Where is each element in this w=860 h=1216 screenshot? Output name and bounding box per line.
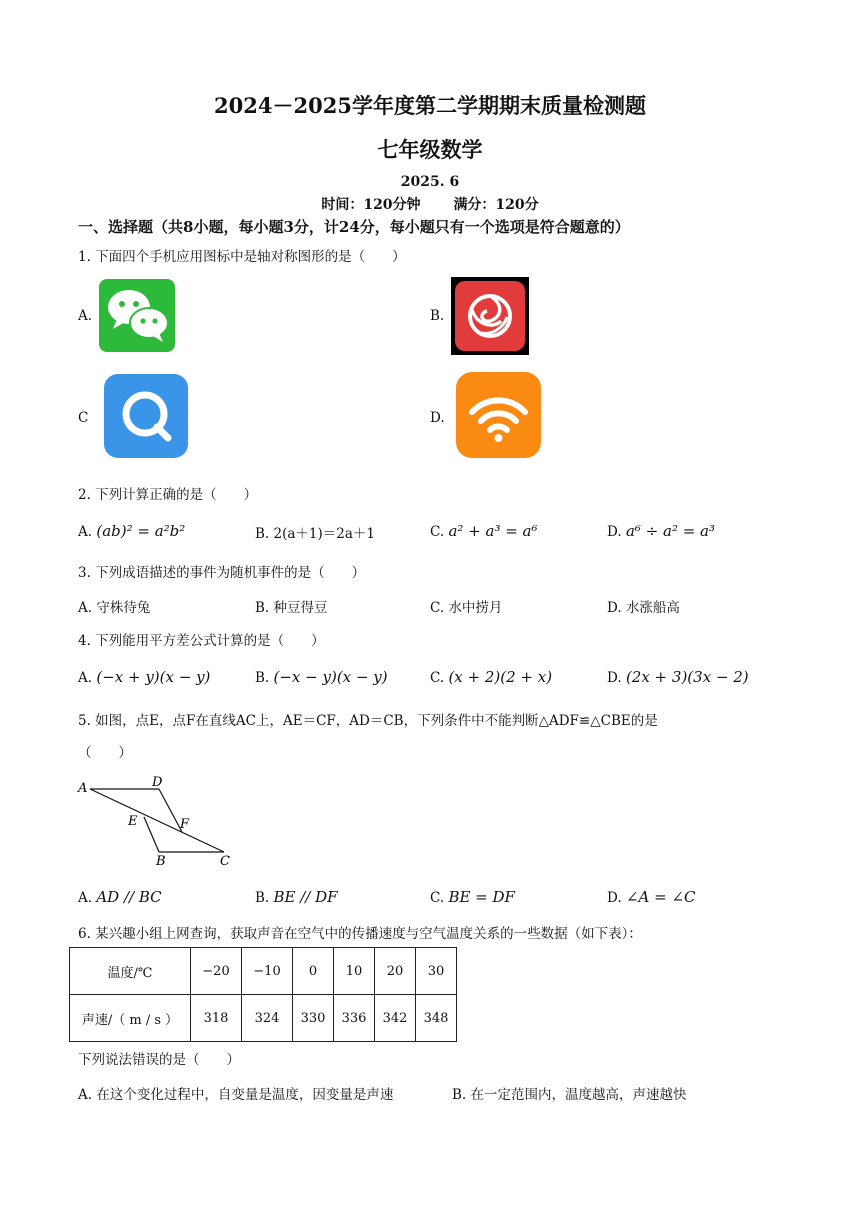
table-cell: 330 (293, 995, 334, 1042)
q5-option-a (78, 888, 162, 906)
wifi-icon (456, 372, 541, 458)
table-cell: −10 (242, 948, 293, 995)
q6-option-a: A. 在这个变化过程中，自变量是温度，因变量是声速 (78, 1087, 394, 1103)
exam-date: 2025. 6 (400, 174, 460, 190)
q2-option-d (607, 522, 715, 540)
question-6-sub: 下列说法错误的是（ ） (78, 1052, 240, 1068)
q1-option-b-label: B. (430, 308, 445, 324)
table-cell: 324 (242, 995, 293, 1042)
search-q-icon (104, 374, 188, 458)
question-2-stem: 2. 下列计算正确的是（ ） (78, 487, 258, 503)
point-c-label: C (220, 854, 230, 869)
q5-option-a-label: A. (78, 890, 93, 906)
q4-option-a (78, 668, 210, 686)
q4-option-c (430, 668, 552, 686)
exam-time: 时间：120分钟 (321, 197, 421, 213)
q2-option-a-expr: (ab)² = a²b² (96, 522, 186, 540)
q3-option-a: A. 守株待兔 (78, 600, 151, 616)
q5-option-b-label: B. (255, 890, 270, 906)
question-5-paren: （ ） (78, 745, 132, 761)
q5-option-c-expr: BE = DF (448, 888, 515, 906)
geometry-figure (74, 772, 244, 872)
table-cell: 30 (416, 948, 457, 995)
point-d-label: D (152, 775, 163, 790)
q4-option-b (255, 668, 388, 686)
speed-table (69, 947, 457, 1042)
table-cell: 336 (334, 995, 375, 1042)
point-b-label: B (156, 854, 166, 869)
q2-option-c-label: C. (430, 524, 445, 540)
table-row (70, 948, 457, 995)
point-f-label: F (180, 817, 190, 832)
wechat-icon (99, 279, 175, 352)
q5-option-b (255, 888, 338, 906)
question-6-stem: 6. 某兴趣小组上网查询，获取声音在空气中的传播速度与空气温度关系的一些数据（如下表）： (78, 926, 642, 942)
exam-title: 2024－2025学年度第二学期期末质量检测题 (214, 93, 646, 118)
q4-option-d-label: D. (607, 670, 622, 686)
q4-option-b-expr: (−x − y)(x − y) (273, 668, 388, 686)
q2-option-d-label: D. (607, 524, 622, 540)
q4-option-c-label: C. (430, 670, 445, 686)
q2-option-c (430, 522, 538, 540)
point-a-label: A (78, 781, 88, 796)
exam-subject: 七年级数学 (377, 137, 483, 162)
q5-option-b-expr: BE // DF (273, 888, 338, 906)
phoenix-icon (451, 277, 529, 355)
table-header-temp: 温度/℃ (70, 948, 191, 995)
q1-option-c-label: C (78, 410, 89, 426)
point-e-label: E (128, 814, 138, 829)
q5-option-c-label: C. (430, 890, 445, 906)
table-header-speed: 声速/（ m / s ） (70, 995, 191, 1042)
exam-info (0, 194, 860, 214)
q5-option-d (607, 888, 696, 906)
q5-option-d-expr: ∠A = ∠C (625, 888, 696, 906)
q5-option-c (430, 888, 515, 906)
q4-option-a-expr: (−x + y)(x − y) (96, 668, 211, 686)
q4-option-b-label: B. (255, 670, 270, 686)
q2-option-a-label: A. (78, 524, 93, 540)
q1-option-a-label: A. (78, 308, 93, 324)
q1-option-d-label: D. (430, 410, 445, 426)
table-cell: 348 (416, 995, 457, 1042)
exam-score: 满分：120分 (453, 197, 539, 213)
q3-option-d: D. 水涨船高 (607, 600, 680, 616)
table-cell: 342 (375, 995, 416, 1042)
table-row (70, 995, 457, 1042)
table-cell: 20 (375, 948, 416, 995)
q5-option-d-label: D. (607, 890, 622, 906)
q3-option-b: B. 种豆得豆 (255, 600, 328, 616)
table-cell: 0 (293, 948, 334, 995)
q2-option-b: B. 2(a＋1)＝2a＋1 (255, 526, 375, 542)
section-heading: 一、选择题（共8小题，每小题3分，计24分，每小题只有一个选项是符合题意的） (78, 218, 630, 236)
q4-option-c-expr: (x + 2)(2 + x) (448, 668, 553, 686)
q2-option-c-expr: a² + a³ = a⁶ (448, 522, 538, 540)
question-5-stem: 5. 如图，点E，点F在直线AC上，AE＝CF，AD＝CB，下列条件中不能判断△ADF≌△CBE的是 (78, 713, 658, 729)
q4-option-d (607, 668, 749, 686)
table-cell: −20 (191, 948, 242, 995)
table-cell: 10 (334, 948, 375, 995)
q2-option-a (78, 522, 185, 540)
q5-option-a-expr: AD // BC (96, 888, 162, 906)
table-cell: 318 (191, 995, 242, 1042)
q6-option-b: B. 在一定范围内，温度越高，声速越快 (452, 1087, 687, 1103)
q2-option-d-expr: a⁶ ÷ a² = a³ (625, 522, 716, 540)
question-3-stem: 3. 下列成语描述的事件为随机事件的是（ ） (78, 565, 366, 581)
question-4-stem: 4. 下列能用平方差公式计算的是（ ） (78, 633, 325, 649)
question-1-stem: 1. 下面四个手机应用图标中是轴对称图形的是（ ） (78, 249, 406, 265)
q4-option-a-label: A. (78, 670, 93, 686)
q3-option-c: C. 水中捞月 (430, 600, 503, 616)
q4-option-d-expr: (2x + 3)(3x − 2) (625, 668, 749, 686)
